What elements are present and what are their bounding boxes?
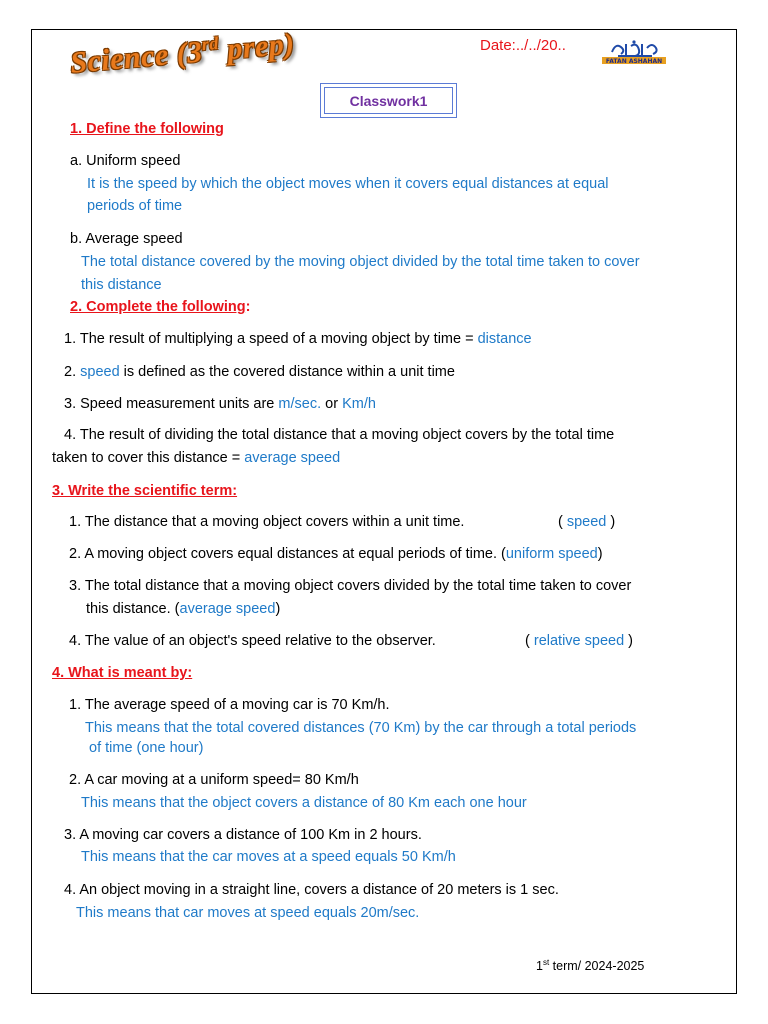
meant-item-3-question: 3. A moving car covers a distance of 100 Km in 2 hours. bbox=[64, 827, 422, 843]
meant-item-3-answer: This means that the car moves at a speed equals 50 Km/h bbox=[81, 849, 456, 865]
complete-item-3: 3. Speed measurement units are m/sec. or Km/h bbox=[64, 396, 376, 412]
complete-item-4-line1: 4. The result of dividing the total distance that a moving object covers by the total time bbox=[64, 427, 615, 443]
classwork-box bbox=[320, 83, 457, 118]
term-item-4-answer: ( relative speed ) bbox=[525, 633, 633, 649]
logo bbox=[598, 38, 670, 66]
complete-item-1: 1. The result of multiplying a speed of a moving object by time = distance bbox=[64, 331, 532, 347]
meant-item-2-answer: This means that the object covers a distance of 80 Km each one hour bbox=[81, 795, 527, 811]
meant-item-4-answer: This means that car moves at speed equals 20m/sec. bbox=[76, 905, 420, 921]
define-b-question: b. Average speed bbox=[70, 231, 183, 247]
define-a-question: a. Uniform speed bbox=[70, 153, 181, 169]
term-item-1: 1. The distance that a moving object covers within a unit time. bbox=[69, 514, 465, 530]
complete-item-4-line2: taken to cover this distance = average speed bbox=[52, 450, 341, 466]
complete-item-2: 2. speed is defined as the covered distance within a unit time bbox=[64, 364, 455, 380]
section-1-heading: 1. Define the following bbox=[70, 121, 224, 137]
meant-item-1-question: 1. The average speed of a moving car is 70 Km/h. bbox=[69, 697, 390, 713]
define-b-answer-line1: The total distance covered by the moving object divided by the total time taken to cover bbox=[81, 254, 640, 270]
date-field: Date:../../20.. bbox=[480, 37, 566, 54]
define-a-answer-line1: It is the speed by which the object moves when it covers equal distances at equal bbox=[87, 176, 609, 192]
term-item-4: 4. The value of an object's speed relative to the observer. bbox=[69, 633, 436, 649]
term-item-3-line1: 3. The total distance that a moving object covers divided by the total time taken to cover bbox=[69, 578, 632, 594]
logo-icon bbox=[598, 38, 670, 66]
page-title: Science (3rd prep) bbox=[68, 27, 296, 80]
term-item-1-answer: ( speed ) bbox=[558, 514, 616, 530]
svg-text:FATAN ASHAHAN: FATAN ASHAHAN bbox=[605, 58, 663, 65]
section-4-heading: 4. What is meant by: bbox=[52, 665, 193, 681]
section-2-heading: 2. Complete the following: bbox=[70, 299, 251, 315]
term-item-3-line2: this distance. (average speed) bbox=[86, 601, 281, 617]
term-footer: 1st term/ 2024-2025 bbox=[536, 958, 645, 974]
meant-item-1-answer-line2: of time (one hour) bbox=[89, 740, 204, 756]
meant-item-2-question: 2. A car moving at a uniform speed= 80 Km/h bbox=[69, 772, 359, 788]
meant-item-1-answer-line1: This means that the total covered distances (70 Km) by the car through a total periods bbox=[85, 720, 637, 736]
section-3-heading: 3. Write the scientific term: bbox=[52, 483, 238, 499]
meant-item-4-question: 4. An object moving in a straight line, covers a distance of 20 meters is 1 sec. bbox=[64, 882, 559, 898]
classwork-label: Classwork1 bbox=[324, 87, 453, 114]
define-a-answer-line2: periods of time bbox=[87, 198, 183, 214]
define-b-answer-line2: this distance bbox=[81, 277, 162, 293]
term-item-2: 2. A moving object covers equal distances at equal periods of time. (uniform speed) bbox=[69, 546, 603, 562]
